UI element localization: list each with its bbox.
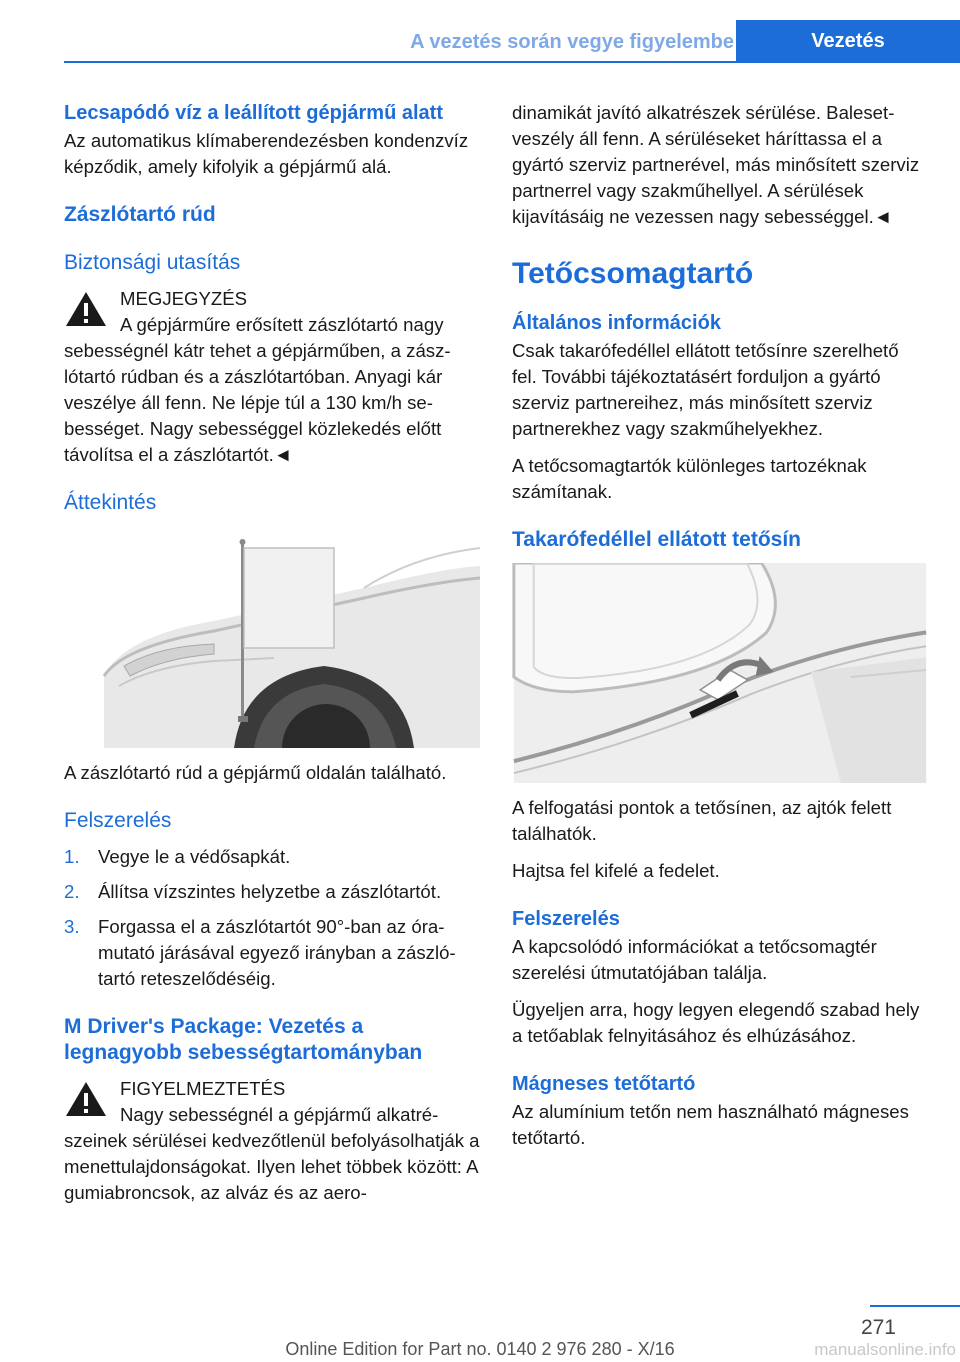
heading-mounting-right: Felszerelés <box>512 908 620 930</box>
header-chapter-tab[interactable] <box>736 20 960 62</box>
header-section-title: A vezetés során vegye figyelembe <box>410 31 734 53</box>
paragraph-magnetic: Az alumínium tetőn nem használható mágneses tetőtartó. <box>512 1101 909 1148</box>
mounting-steps <box>64 844 480 992</box>
paragraph-general-1: Csak takarófedéllel ellátott tetősínre szerelhető fel. További tájékoztatásért forduljon a gyártó szerviz partnereihez, más minősített szerviz partnerekhez vagy szakműhelyekhez. <box>512 340 899 439</box>
notice-title: MEGJEGYZÉS <box>120 288 248 309</box>
list-item <box>64 914 480 992</box>
caption-flag-holder: A zászlótartó rúd a gépjármű oldalán található. <box>64 762 447 783</box>
step-text: Állítsa vízszintes helyzetbe a zászlótartót. <box>98 881 442 902</box>
warning-box <box>64 1076 480 1206</box>
heading-m-drivers-package: M Driver's Package: Vezetés a legnagyobb sebességtartományban <box>64 1015 423 1064</box>
roof-rail-illustration <box>512 563 928 783</box>
paragraph-mount-2: Ügyeljen arra, hogy legyen elegendő szabad hely a tetőablak felnyitásához és elhúzásához. <box>512 999 920 1046</box>
step-text: Vegye le a védősapkát. <box>98 846 291 867</box>
watermark: manualsonline.info <box>814 1340 956 1359</box>
flag-holder-illustration <box>64 526 480 748</box>
warning-title: FIGYELMEZTETÉS <box>120 1078 286 1099</box>
list-item <box>64 879 480 905</box>
heading-magnetic: Mágneses tetőtartó <box>512 1073 696 1095</box>
list-item <box>64 844 480 870</box>
paragraph-rail-2: Hajtsa fel kifelé a fedelet. <box>512 860 720 881</box>
heading-mounting-left: Felszerelés <box>64 809 172 832</box>
page-number: 271 <box>860 1316 896 1339</box>
step-number: 1. <box>64 846 80 867</box>
paragraph-general-2: A tetőcsomagtartók különleges tartozéknak számítanak. <box>512 455 867 502</box>
heading-roof-rail: Takarófedéllel ellátott tetősín <box>512 528 802 551</box>
heading-safety: Biztonsági utasítás <box>64 251 241 274</box>
warning-triangle-icon <box>64 1080 108 1118</box>
step-number: 3. <box>64 916 80 937</box>
header-rule <box>64 61 960 63</box>
footer-rule <box>870 1305 960 1307</box>
warning-triangle-icon <box>64 290 108 328</box>
heading-flag-holder: Zászlótartó rúd <box>64 203 216 226</box>
step-text: Forgassa el a zászlótartót 90°-ban az óramutató járásával egyező irányban a zászlótartó reteszelődéséig. <box>98 916 456 989</box>
heading-roof-box: Tetőcsomagtartó <box>512 257 754 290</box>
paragraph-condensation: Az automatikus klímaberendezésben kondenzvíz képződik, amely kifolyik a gépjármű alá. <box>64 130 469 177</box>
warning-text: Nagy sebességnél a gépjármű alkatrészeinek sérülései kedvezőtlenül befolyásolhatják a menettulajdonságokat. Ilyen lehet többek között: A gumiabroncsok, az alváz és az aero- <box>64 1104 480 1203</box>
step-number: 2. <box>64 881 80 902</box>
paragraph-continued: dinamikát javító alkatrészek sérülése. Balesetveszély áll fenn. A sérüléseket háríttassa el a gyártó szerviz partnerével, más minősített szerviz partnerrel vagy szakműhellyel. A sérülések kijavításáig ne vezessen nagy sebességgel.◄ <box>512 102 920 227</box>
notice-text: A gépjárműre erősített zászlótartó nagy sebességnél kátr tehet a gépjárműben, a zászlótartó rúdban és a zászlótartóban. Anyagi kár veszélye áll fenn. Ne lépje túl a 130 km/h sebességet. Nagy sebességgel közlekedés előtt távolítsa el a zászlótartót.◄ <box>64 314 451 465</box>
header-chapter-label: Vezetés <box>811 29 885 52</box>
heading-condensation: Lecsapódó víz a leállított gépjármű alatt <box>64 102 443 124</box>
left-column <box>64 100 480 1217</box>
right-column <box>512 100 928 1162</box>
footer-edition: Online Edition for Part no. 0140 2 976 280 - X/16 <box>285 1339 675 1359</box>
paragraph-rail-1: A felfogatási pontok a tetősínen, az ajtók felett találhatók. <box>512 797 892 844</box>
heading-general-info: Általános információk <box>512 312 721 334</box>
notice-box <box>64 286 480 468</box>
heading-overview: Áttekintés <box>64 491 157 514</box>
paragraph-mount-1: A kapcsolódó információkat a tetőcsomagtér szerelési útmutatójában találja. <box>512 936 877 983</box>
